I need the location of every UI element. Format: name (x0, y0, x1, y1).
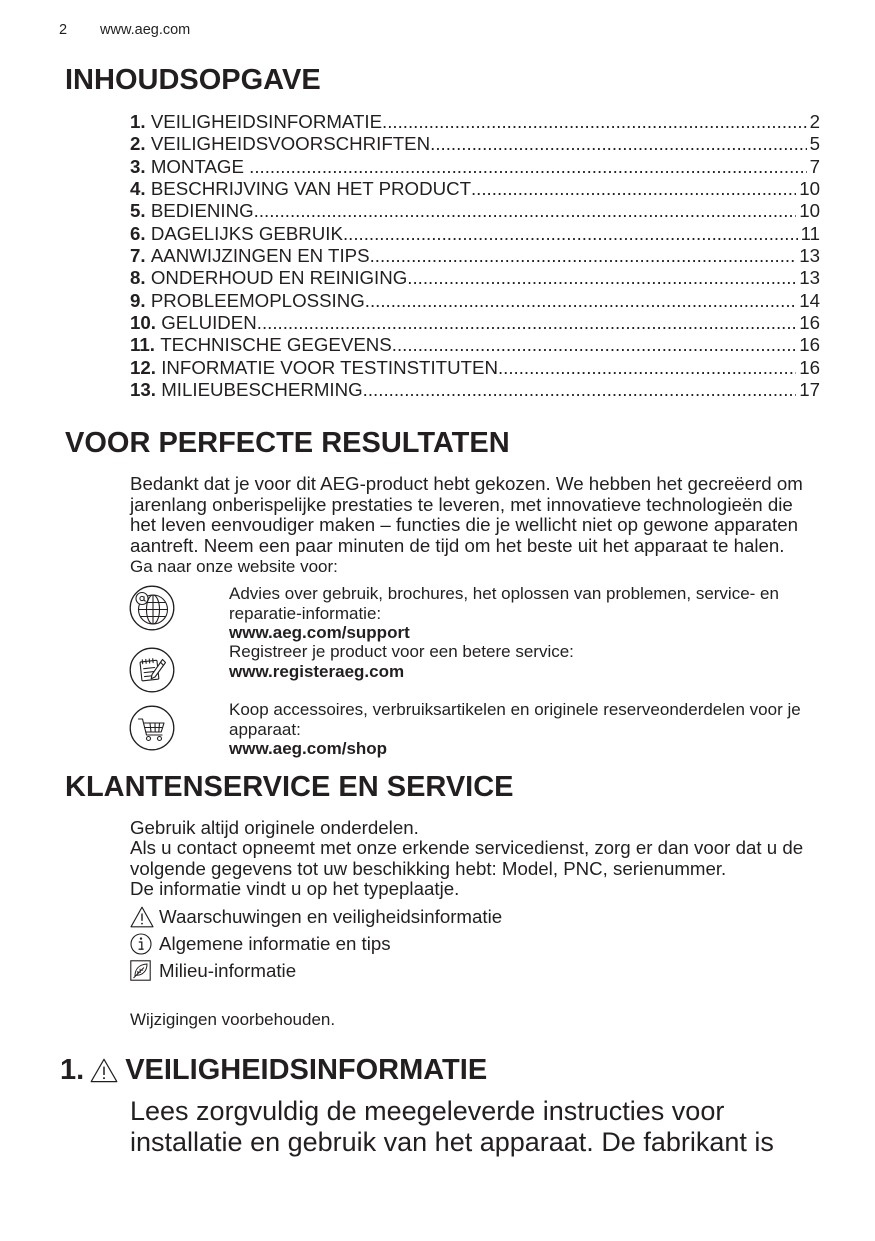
legend-item (130, 930, 502, 957)
service-line: volgende gegevens tot uw beschikking hebt: Model, PNC, serienummer. (130, 857, 727, 879)
toc-entry-number: 13. (130, 379, 156, 401)
toc-entry-title: VEILIGHEIDSVOORSCHRIFTEN (150, 133, 431, 155)
toc-entry-title: AANWIJZINGEN EN TIPS (150, 245, 370, 267)
symbol-legend (130, 903, 502, 984)
table-of-contents (130, 111, 820, 401)
toc-entry[interactable] (130, 357, 820, 379)
toc-entry-number: 11. (130, 334, 155, 356)
toc-leader (471, 178, 796, 200)
toc-entry-title: MONTAGE (150, 155, 250, 177)
toc-leader (365, 290, 796, 312)
website-prompt: Ga naar onze website voor: (130, 557, 338, 576)
toc-entry[interactable] (130, 133, 820, 155)
toc-leader (382, 111, 807, 133)
toc-entry-number: 10. (130, 312, 156, 334)
legend-item (130, 957, 502, 984)
toc-entry[interactable] (130, 156, 820, 178)
support-description: reparatie-informatie: (229, 603, 382, 623)
safety-heading (60, 1053, 487, 1087)
info-icon (130, 933, 154, 955)
toc-leader (257, 312, 796, 334)
safety-section-title: VEILIGHEIDSINFORMATIE (125, 1054, 488, 1086)
toc-entry-number: 2. (130, 133, 146, 155)
shop-description: apparaat: (229, 719, 301, 739)
toc-entry-title: TECHNISCHE GEGEVENS (160, 334, 392, 356)
register-link-block (229, 642, 574, 681)
register-product-icon (129, 647, 175, 693)
toc-entry-page: 10 (799, 178, 820, 200)
toc-leader (407, 267, 796, 289)
results-heading: VOOR PERFECTE RESULTATEN (65, 427, 510, 459)
toc-entry[interactable] (130, 379, 820, 401)
register-description: Registreer je product voor een betere service: (229, 642, 574, 661)
intro-line: aantreft. Neem een paar minuten de tijd om het beste uit het apparaat te halen. (130, 534, 785, 556)
toc-entry-page: 14 (799, 289, 820, 311)
service-line: Gebruik altijd originele onderdelen. (130, 817, 419, 838)
toc-leader (254, 200, 797, 222)
safety-line: Lees zorgvuldig de meegeleverde instructies voor (130, 1096, 725, 1126)
toc-leader (498, 357, 796, 379)
service-line: Als u contact opneemt met onze erkende servicedienst, zorg er dan voor dat u de (130, 837, 804, 859)
warning-icon (130, 906, 154, 928)
support-description: Advies over gebruik, brochures, het oplossen van problemen, service- en (229, 584, 779, 603)
page-number: 2 (59, 22, 68, 38)
toc-entry-title: GELUIDEN (161, 312, 257, 334)
toc-entry-title: VEILIGHEIDSINFORMATIE (150, 111, 383, 132)
legend-label: Waarschuwingen en veiligheidsinformatie (159, 906, 503, 927)
toc-entry-title: ONDERHOUD EN REINIGING (150, 267, 408, 289)
toc-entry[interactable] (130, 200, 820, 222)
toc-entry-page: 17 (799, 379, 820, 401)
toc-entry-number: 8. (130, 267, 146, 289)
toc-entry-number: 6. (130, 222, 146, 244)
toc-entry-title: BEDIENING (150, 200, 254, 222)
register-url: www.registeraeg.com (229, 661, 405, 681)
toc-entry-page: 16 (799, 334, 820, 356)
toc-entry-number: 9. (130, 289, 146, 311)
support-url: www.aeg.com/support (229, 623, 410, 642)
toc-entry[interactable] (130, 267, 820, 289)
legend-label: Algemene informatie en tips (159, 933, 391, 954)
toc-entry[interactable] (130, 223, 820, 245)
toc-entry-title: DAGELIJKS GEBRUIK (150, 222, 343, 244)
toc-heading: INHOUDSOPGAVE (65, 64, 321, 96)
toc-entry-page: 5 (809, 133, 820, 155)
globe-icon (129, 585, 175, 631)
toc-entry-page: 11 (800, 222, 820, 244)
toc-entry-number: 7. (130, 245, 146, 267)
toc-entry-page: 13 (799, 245, 820, 267)
header-website: www.aeg.com (100, 22, 191, 38)
toc-leader (363, 379, 797, 401)
toc-entry-number: 5. (130, 200, 146, 222)
shop-url: www.aeg.com/shop (229, 739, 388, 758)
shopping-cart-icon (129, 705, 175, 751)
toc-entry-title: BESCHRIJVING VAN HET PRODUCT (150, 178, 471, 200)
toc-entry-page: 16 (799, 356, 820, 378)
toc-entry-title: MILIEUBESCHERMING (161, 379, 363, 401)
shop-link-block (229, 700, 801, 759)
toc-entry-page: 2 (809, 111, 820, 132)
toc-entry-number: 1. (130, 111, 146, 132)
safety-intro-paragraph (130, 1096, 774, 1158)
toc-entry-title: INFORMATIE VOOR TESTINSTITUTEN (161, 356, 498, 378)
toc-entry-number: 4. (130, 178, 146, 200)
legend-item (130, 903, 502, 930)
toc-leader (343, 223, 798, 245)
warning-icon (90, 1058, 118, 1083)
safety-line: installatie en gebruik van het apparaat. De fabrikant is (130, 1127, 774, 1157)
safety-section-number: 1. (60, 1054, 85, 1086)
disclaimer: Wijzigingen voorbehouden. (130, 1010, 336, 1029)
service-line: De informatie vindt u op het typeplaatje. (130, 878, 460, 900)
toc-entry[interactable] (130, 334, 820, 356)
toc-leader (392, 334, 796, 356)
toc-entry-page: 7 (809, 155, 820, 177)
toc-leader (249, 156, 806, 178)
intro-line: Bedankt dat je voor dit AEG-product hebt gekozen. We hebben het gecreëerd om (130, 473, 803, 494)
toc-leader (430, 133, 806, 155)
intro-line: jarenlang onberispelijke prestaties te leveren, met innovatieve technologieën die (130, 493, 793, 515)
toc-entry-page: 13 (799, 267, 820, 289)
toc-entry-page: 16 (799, 312, 820, 334)
leaf-icon (130, 960, 154, 982)
intro-paragraph (130, 474, 803, 556)
legend-label: Milieu-informatie (159, 960, 297, 981)
support-link-block (229, 584, 779, 643)
toc-entry-title: PROBLEEMOPLOSSING (150, 289, 365, 311)
toc-leader (370, 245, 797, 267)
customer-service-paragraph (130, 818, 803, 900)
toc-entry-number: 12. (130, 356, 156, 378)
toc-entry-page: 10 (799, 200, 820, 222)
customer-service-heading: KLANTENSERVICE EN SERVICE (65, 771, 514, 803)
intro-line: het leven eenvoudiger maken – functies die je wellicht niet op gewone apparaten (130, 514, 799, 536)
toc-entry[interactable] (130, 111, 820, 133)
toc-entry[interactable] (130, 245, 820, 267)
shop-description: Koop accessoires, verbruiksartikelen en originele reserveonderdelen voor je (229, 700, 801, 719)
toc-entry-number: 3. (130, 155, 146, 177)
toc-entry[interactable] (130, 178, 820, 200)
toc-entry[interactable] (130, 312, 820, 334)
toc-entry[interactable] (130, 290, 820, 312)
